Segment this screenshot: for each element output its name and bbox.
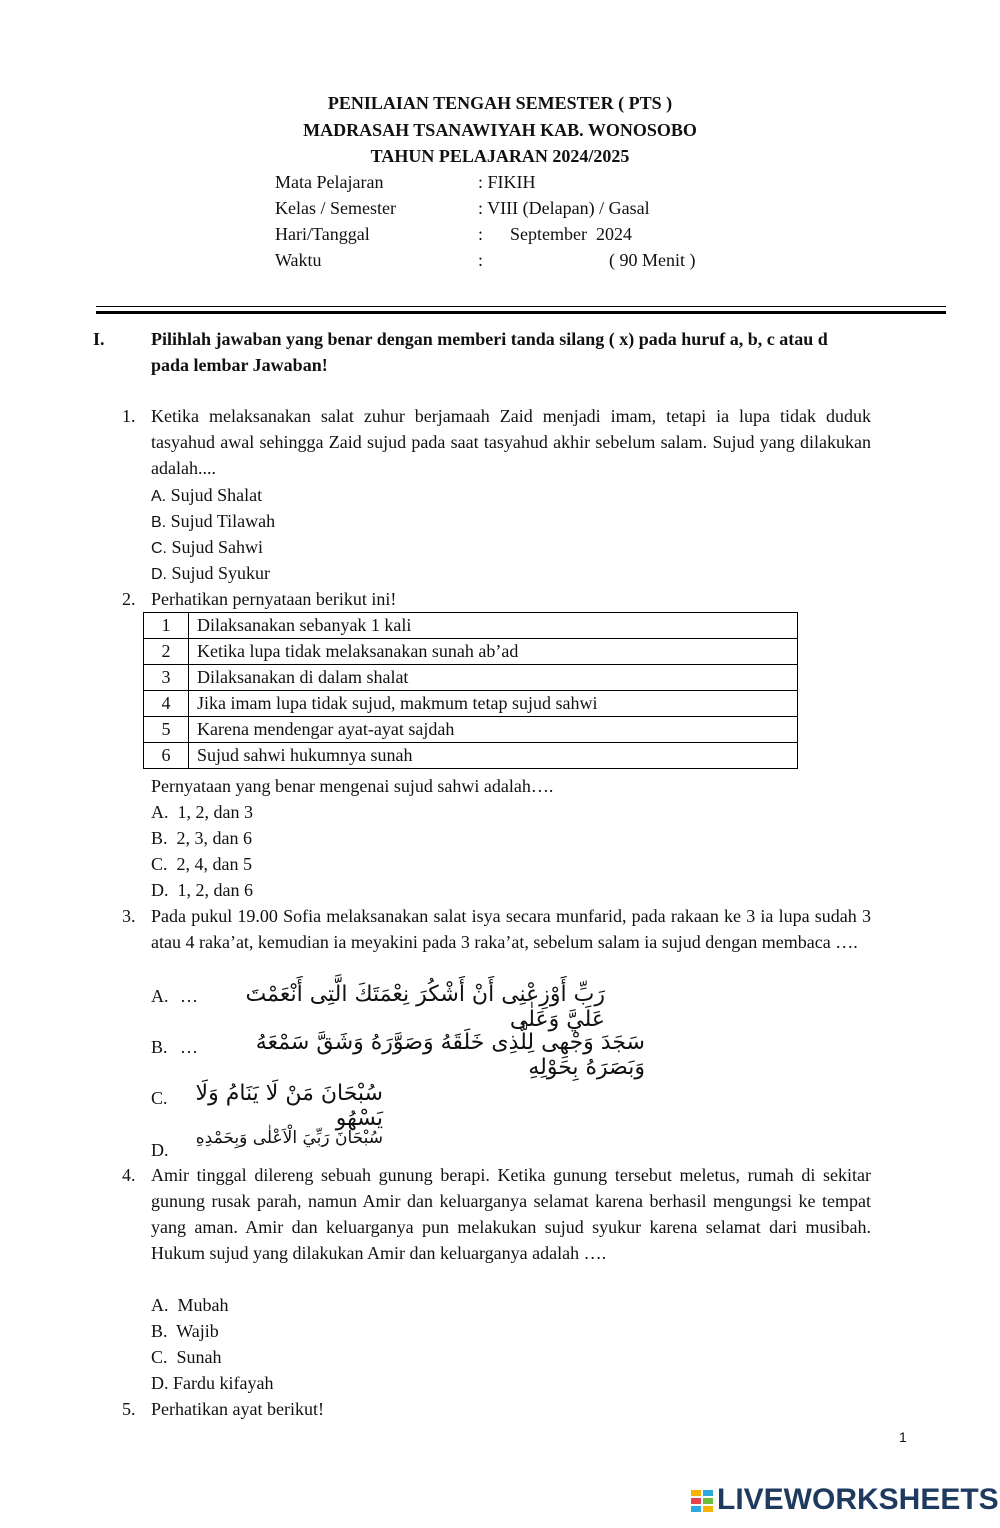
- row-number: 3: [144, 665, 189, 691]
- q2-option-b-text: 2, 3, dan 6: [176, 828, 253, 848]
- q4-option-b-text: Wajib: [176, 1321, 219, 1341]
- q1-number: 1.: [122, 406, 136, 426]
- q3-text: Pada pukul 19.00 Sofia melaksanakan salat isya secara munfarid, pada rakaan ke 3 ia lupa sudah 3 atau 4 raka’at, kemudian ia meyakini pada 3 raka’at, sebelum salam ia sujud dengan membaca ….: [151, 906, 871, 952]
- q5-text: Perhatikan ayat berikut!: [151, 1399, 324, 1419]
- q1-option-b[interactable]: [151, 508, 275, 536]
- q3-option-c-arabic: سُبْحَانَ مَنْ لَا يَنَامُ وَلَا يَسْهُو: [195, 1081, 383, 1131]
- q2-option-b[interactable]: [151, 825, 252, 851]
- header-line-3: TAHUN PELAJARAN 2024/2025: [370, 146, 630, 166]
- table-row: [144, 665, 798, 691]
- q4-option-b[interactable]: [151, 1318, 219, 1344]
- q4-option-c-text: Sunah: [176, 1347, 222, 1367]
- q3-option-c-label[interactable]: C.: [151, 1088, 168, 1108]
- table-row: [144, 613, 798, 639]
- q4-option-d-text: Fardu kifayah: [173, 1373, 274, 1393]
- q1-option-c-label: C.: [151, 540, 167, 557]
- page-number: 1: [899, 1429, 907, 1445]
- row-number: 2: [144, 639, 189, 665]
- meta-value-time: ( 90 Menit ): [609, 250, 696, 270]
- q1-option-c-text: Sujud Sahwi: [171, 537, 264, 557]
- q1-option-d-label: D.: [151, 566, 167, 583]
- q3-number: 3.: [122, 906, 136, 926]
- section-instruction: [151, 326, 891, 378]
- row-number: 6: [144, 743, 189, 769]
- meta-label-time: Waktu: [275, 250, 322, 270]
- row-statement: Dilaksanakan di dalam shalat: [189, 665, 798, 691]
- row-number: 5: [144, 717, 189, 743]
- q2-option-d-text: 1, 2, dan 6: [177, 880, 253, 900]
- header-line-2: MADRASAH TSANAWIYAH KAB. WONOSOBO: [303, 120, 697, 140]
- table-row: [144, 639, 798, 665]
- liveworksheets-brand[interactable]: LIVEWORKSHEETS: [717, 1483, 999, 1516]
- q5-number: 5.: [122, 1399, 136, 1419]
- q2-option-c[interactable]: [151, 851, 252, 877]
- q2-question: Pernyataan yang benar mengenai sujud sahwi adalah….: [151, 776, 554, 796]
- q4-option-d-label: D.: [151, 1373, 169, 1393]
- meta-value-subject: : FIKIH: [478, 172, 536, 192]
- meta-value-date: : September 2024: [478, 224, 632, 244]
- header-line-1: PENILAIAN TENGAH SEMESTER ( PTS ): [327, 93, 673, 113]
- meta-label-subject: Mata Pelajaran: [275, 172, 384, 192]
- q1-option-a-label: A.: [151, 488, 167, 505]
- row-statement: Karena mendengar ayat-ayat sajdah: [189, 717, 798, 743]
- liveworksheets-logo-icon: [690, 1488, 716, 1516]
- table-row: [144, 691, 798, 717]
- q2-option-c-text: 2, 4, dan 5: [176, 854, 253, 874]
- meta-value-time-colon: :: [478, 250, 484, 270]
- q3-option-a-arabic: رَبِّ أَوْزِعْنِى أَنْ أَشْكُرَ نِعْمَتَكَ الَّتِى أَنْعَمْتَ عَلَيَّ وَعَلٰى: [245, 982, 605, 1032]
- q4-option-a-label: A.: [151, 1295, 169, 1315]
- q2-number: 2.: [122, 589, 136, 609]
- q4-option-d[interactable]: [151, 1370, 273, 1396]
- q4-option-a[interactable]: [151, 1292, 229, 1318]
- row-statement: Ketika lupa tidak melaksanakan sunah ab’ad: [189, 639, 798, 665]
- q2-option-b-label: B.: [151, 828, 168, 848]
- q1-option-b-text: Sujud Tilawah: [170, 511, 276, 531]
- q3-option-b-arabic: سَجَدَ وَجْهِى لِلَّذِى خَلَقَهُ وَصَوَّرَهُ وَشَقَّ سَمْعَهُ وَبَصَرَهُ بِحَوْلِهِ: [255, 1030, 645, 1080]
- q1-option-b-label: B.: [151, 514, 167, 531]
- q4-number: 4.: [122, 1165, 136, 1185]
- q4-option-a-text: Mubah: [177, 1295, 229, 1315]
- section-instruction-line-1: Pilihlah jawaban yang benar dengan memberi tanda silang ( x) pada huruf a, b, c atau d: [151, 329, 828, 349]
- row-statement: Dilaksanakan sebanyak 1 kali: [189, 613, 798, 639]
- q1-option-a-text: Sujud Shalat: [170, 485, 263, 505]
- q1-option-c[interactable]: [151, 534, 263, 562]
- q3-option-b-label[interactable]: B.: [151, 1037, 168, 1057]
- row-statement: Sujud sahwi hukumnya sunah: [189, 743, 798, 769]
- q2-text: Perhatikan pernyataan berikut ini!: [151, 589, 397, 609]
- row-number: 4: [144, 691, 189, 717]
- meta-label-date: Hari/Tanggal: [275, 224, 370, 244]
- row-statement: Jika imam lupa tidak sujud, makmum tetap sujud sahwi: [189, 691, 798, 717]
- meta-label-class: Kelas / Semester: [275, 198, 396, 218]
- q2-option-d-label: D.: [151, 880, 169, 900]
- meta-value-class: : VIII (Delapan) / Gasal: [478, 198, 650, 218]
- table-row: [144, 743, 798, 769]
- q1-option-d-text: Sujud Syukur: [171, 563, 271, 583]
- q1-text: Ketika melaksanakan salat zuhur berjamaah Zaid menjadi imam, tetapi ia lupa tidak duduk tasyahud awal sehingga Zaid sujud pada saat tasyahud akhir sebelum salam. Sujud yang dilakukan adalah....: [151, 406, 871, 478]
- header-divider-thick: [96, 311, 946, 314]
- section-number: I.: [93, 329, 105, 349]
- q2-option-d[interactable]: [151, 877, 253, 903]
- q2-option-a-label: A.: [151, 802, 169, 822]
- q4-option-c[interactable]: [151, 1344, 222, 1370]
- row-number: 1: [144, 613, 189, 639]
- section-instruction-line-2: pada lembar Jawaban!: [151, 355, 328, 375]
- q3-option-b-ellipsis: …: [180, 1037, 198, 1057]
- q2-statement-table: [143, 612, 798, 769]
- q4-text: Amir tinggal dilereng sebuah gunung berapi. Ketika gunung tersebut meletus, rumah di sekitar gunung rusak parah, namun Amir dan keluarganya selamat karena berhasil mengungsi ke tempat yang aman. Amir dan keluarganya pun melakukan sujud syukur karena selamat dari musibah. Hukum sujud yang dilakukan Amir dan keluarganya adalah ….: [151, 1165, 871, 1263]
- header-divider-thin: [96, 306, 946, 307]
- table-row: [144, 717, 798, 743]
- q4-option-b-label: B.: [151, 1321, 168, 1341]
- q3-option-d-label[interactable]: D.: [151, 1140, 169, 1160]
- q1-option-d[interactable]: [151, 560, 270, 588]
- q3-option-a-ellipsis: …: [180, 986, 198, 1006]
- q2-option-c-label: C.: [151, 854, 168, 874]
- q3-option-a-label[interactable]: A.: [151, 986, 169, 1006]
- q1-option-a[interactable]: [151, 482, 262, 510]
- q4-option-c-label: C.: [151, 1347, 168, 1367]
- q2-option-a[interactable]: [151, 799, 253, 825]
- q3-option-d-arabic: سُبْحَانَ رَبِّيَ الْاَعْلٰى وَبِحَمْدِهِ: [195, 1128, 383, 1148]
- q2-option-a-text: 1, 2, dan 3: [177, 802, 253, 822]
